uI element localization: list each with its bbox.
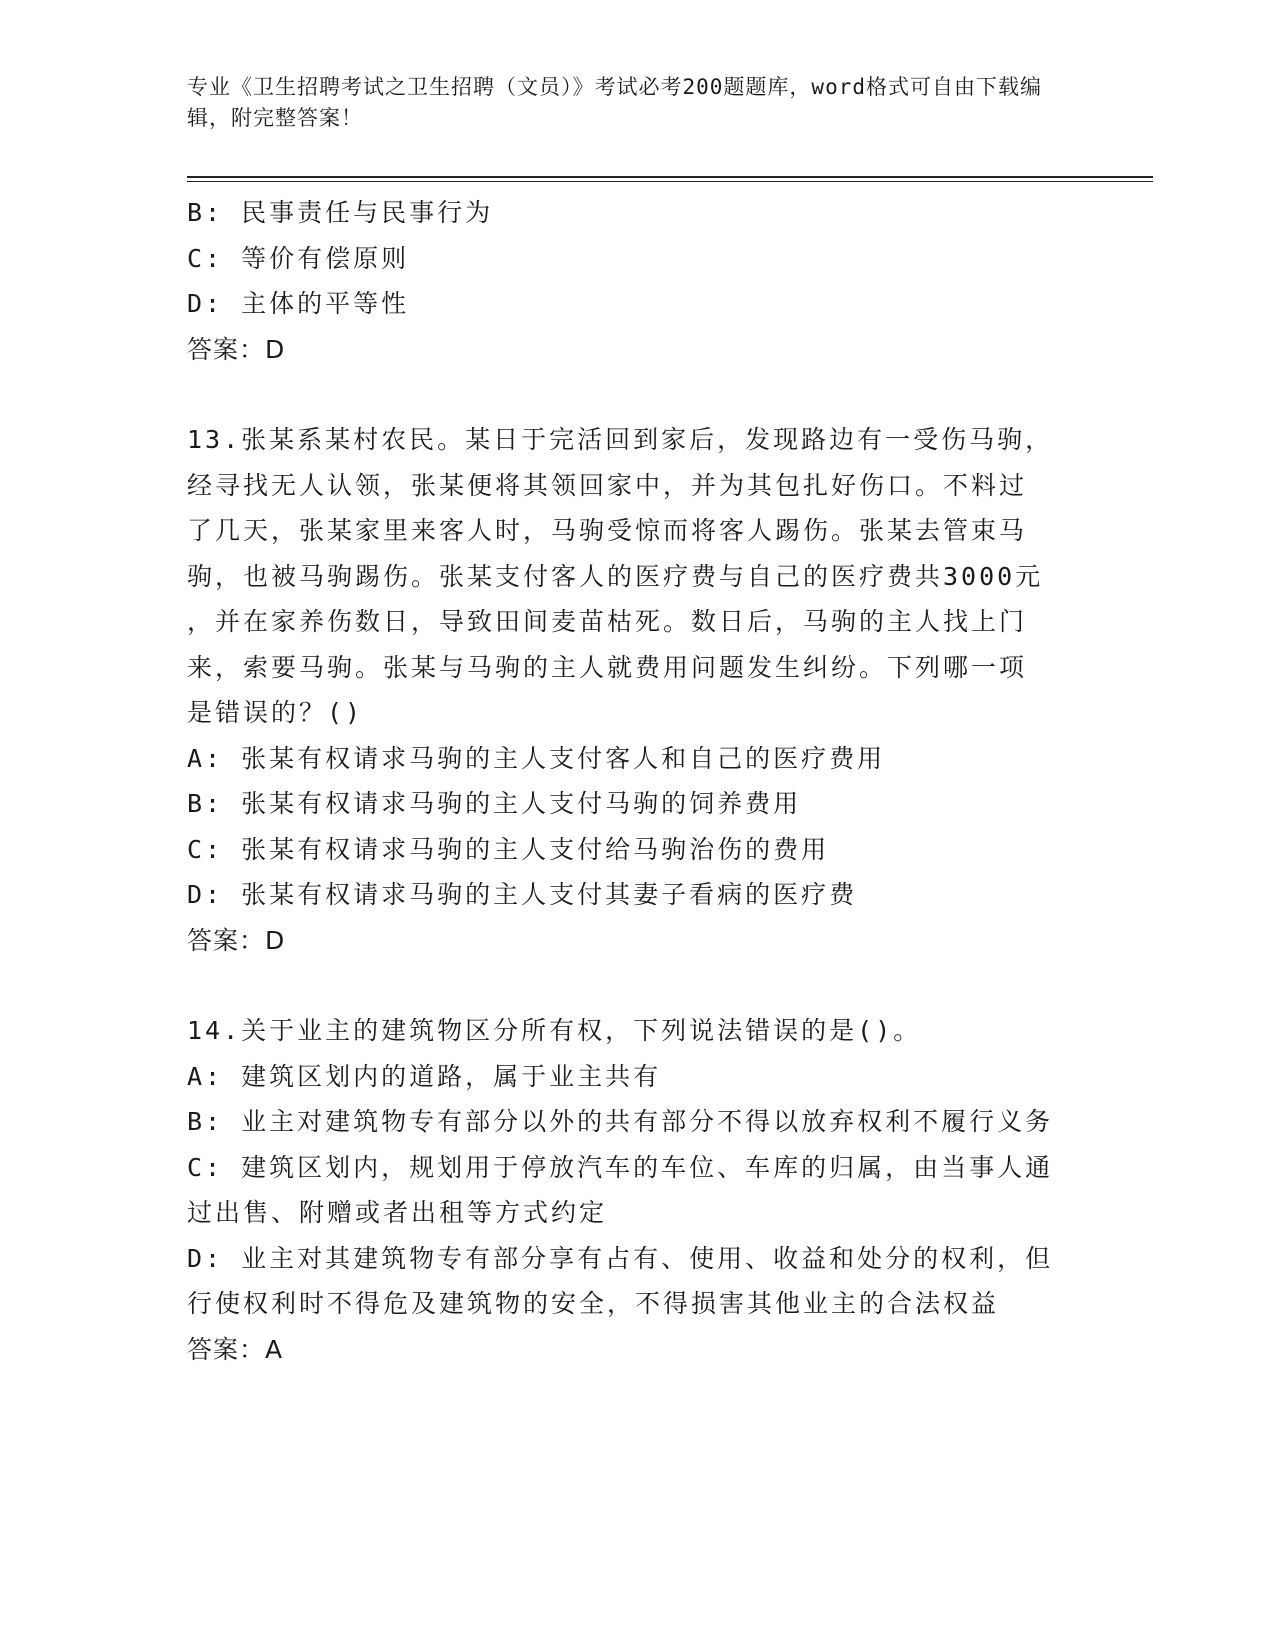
q14-answer: 答案：A [187, 1334, 284, 1364]
question-13 [187, 417, 1067, 963]
q13-option-d: D: 张某有权请求马驹的主人支付其妻子看病的医疗费 [187, 880, 858, 909]
q12-answer: 答案：D [187, 334, 286, 364]
q13-stem-line: 了几天，张某家里来客人时，马驹受惊而将客人踢伤。张某去管束马 [187, 516, 1028, 545]
q12-option-c: C: 等价有偿原则 [187, 243, 410, 273]
q13-answer: 答案：D [187, 925, 286, 955]
q13-option-c: C: 张某有权请求马驹的主人支付给马驹治伤的费用 [187, 834, 830, 864]
document-body [187, 190, 1067, 1372]
q13-stem-line: ，并在家养伤数日，导致田间麦苗枯死。数日后，马驹的主人找上门 [187, 607, 1028, 636]
q13-stem-line: 13.张某系某村农民。某日于完活回到家后，发现路边有一受伤马驹， [187, 425, 1054, 454]
q13-stem-line: 经寻找无人认领，张某便将其领回家中，并为其包扎好伤口。不料过 [187, 470, 1028, 500]
q13-option-b: B: 张某有权请求马驹的主人支付马驹的饲养费用 [187, 789, 802, 818]
q14-option-c-line: C: 建筑区划内，规划用于停放汽车的车位、车库的归属，由当事人通 [187, 1152, 1054, 1182]
q13-stem-line: 来，索要马驹。张某与马驹的主人就费用问题发生纠纷。下列哪一项 [187, 652, 1028, 682]
q14-option-c-line: 过出售、附赠或者出租等方式约定 [187, 1198, 608, 1227]
q12-option-d: D: 主体的平等性 [187, 289, 410, 318]
q13-stem-line: 驹，也被马驹踢伤。张某支付客人的医疗费与自己的医疗费共3000元 [187, 561, 1044, 591]
spacer [187, 963, 1067, 1008]
question-12-remainder [187, 190, 1067, 372]
header-divider [187, 176, 1153, 182]
q14-option-d-line: 行使权利时不得危及建筑物的安全，不得损害其他业主的合法权益 [187, 1289, 1000, 1318]
spacer [187, 372, 1067, 417]
q14-stem: 14.关于业主的建筑物区分所有权，下列说法错误的是()。 [187, 1016, 922, 1045]
q12-option-b: B: 民事责任与民事行为 [187, 198, 494, 227]
q13-option-a: A: 张某有权请求马驹的主人支付客人和自己的医疗费用 [187, 743, 886, 773]
question-14 [187, 1008, 1067, 1372]
document-header: 专业《卫生招聘考试之卫生招聘（文员）》考试必考200题题库，word格式可自由下载编辑，附完整答案！ [187, 75, 1042, 130]
q14-option-d-line: D: 业主对其建筑物专有部分享有占有、使用、收益和处分的权利，但 [187, 1243, 1054, 1273]
q14-option-a: A: 建筑区划内的道路，属于业主共有 [187, 1061, 662, 1091]
q13-stem-line: 是错误的？() [187, 698, 364, 727]
q14-option-b: B: 业主对建筑物专有部分以外的共有部分不得以放弃权利不履行义务 [187, 1107, 1054, 1136]
